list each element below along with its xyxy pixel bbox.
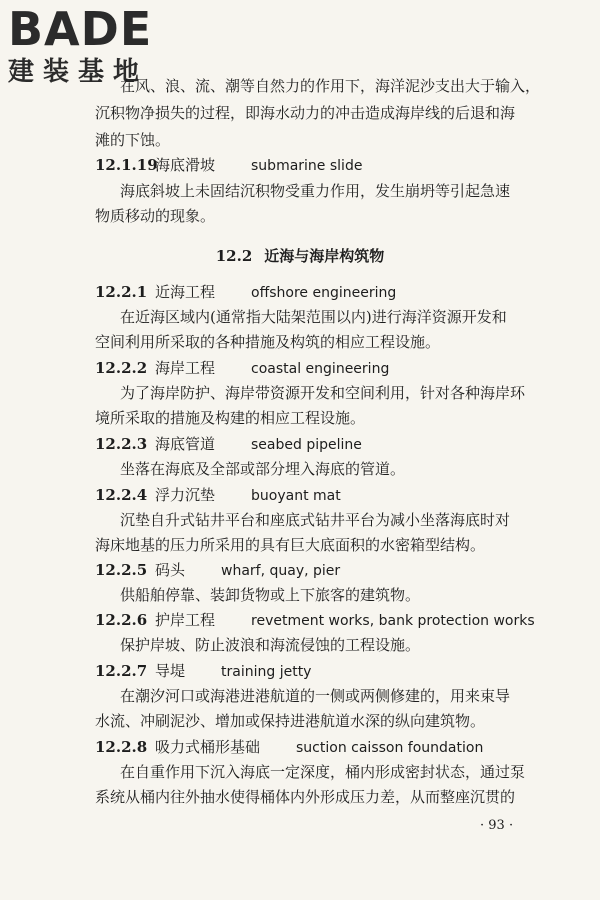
definition-line: 在近海区域内(通常指大陆架范围以内)进行海洋资源开发和 [120, 308, 507, 326]
term-number: 12.2.1 [95, 283, 148, 301]
term-chinese: 码头 [155, 561, 186, 579]
term-heading [95, 661, 311, 682]
paragraph-line: 滩的下蚀。 [95, 131, 171, 149]
section-title: 近海与海岸构筑物 [264, 247, 385, 265]
term-number: 12.2.5 [95, 561, 148, 579]
page-number: · 93 · [480, 818, 514, 833]
paragraph-line: 沉积物净损失的过程，即海水动力的冲击造成海岸线的后退和海 [95, 104, 516, 122]
definition-line: 坐落在海底及全部或部分埋入海底的管道。 [120, 460, 406, 478]
definition-line: 在潮汐河口或海港进港航道的一侧或两侧修建的，用来束导 [120, 687, 511, 705]
term-chinese: 吸力式桶形基础 [155, 738, 261, 756]
term-english: coastal engineering [251, 361, 390, 377]
definition-line: 供船舶停靠、装卸货物或上下旅客的建筑物。 [120, 586, 421, 604]
term-number: 12.2.2 [95, 359, 148, 377]
definition-line: 海底斜坡上未固结沉积物受重力作用，发生崩坍等引起急速 [120, 182, 511, 200]
definition-line: 海床地基的压力所采用的具有巨大底面积的水密箱型结构。 [95, 536, 486, 554]
term-english: submarine slide [251, 158, 363, 174]
term-number: 12.2.8 [95, 738, 148, 756]
term-english: wharf, quay, pier [221, 563, 341, 579]
definition-line: 沉垫自升式钻井平台和座底式钻井平台为减小坐落海底时对 [120, 511, 511, 529]
term-chinese: 海岸工程 [155, 359, 216, 377]
term-chinese: 导堤 [155, 662, 186, 680]
term-heading [95, 560, 340, 581]
term-heading [95, 434, 362, 455]
term-english: training jetty [221, 664, 312, 680]
term-english: offshore engineering [251, 285, 397, 301]
term-heading [95, 358, 389, 379]
paragraph-line: 在风、浪、流、潮等自然力的作用下，海洋泥沙支出大于输入， [120, 77, 541, 95]
definition-line: 物质移动的现象。 [95, 207, 216, 225]
term-heading [95, 282, 396, 303]
definition-line: 保护岸坡、防止波浪和海流侵蚀的工程设施。 [120, 636, 421, 654]
term-heading [95, 610, 535, 631]
term-chinese: 护岸工程 [155, 611, 216, 629]
definition-line: 水流、冲刷泥沙、增加或保持进港航道水深的纵向建筑物。 [95, 712, 486, 730]
definition-line: 境所采取的措施及构建的相应工程设施。 [95, 409, 366, 427]
term-chinese: 近海工程 [155, 283, 216, 301]
term-heading [95, 155, 362, 176]
term-number: 12.1.19 [95, 156, 158, 174]
term-english: revetment works, bank protection works [251, 613, 535, 629]
term-chinese: 海底滑坡 [155, 156, 216, 174]
term-number: 12.2.6 [95, 611, 148, 629]
term-english: buoyant mat [251, 488, 341, 504]
definition-line: 空间利用所采取的各种措施及构筑的相应工程设施。 [95, 333, 441, 351]
term-number: 12.2.4 [95, 486, 148, 504]
term-chinese: 海底管道 [155, 435, 216, 453]
term-number: 12.2.3 [95, 435, 148, 453]
section-heading [0, 246, 600, 266]
definition-line: 系统从桶内往外抽水使得桶体内外形成压力差，从而整座沉贯的 [95, 788, 516, 806]
term-number: 12.2.7 [95, 662, 148, 680]
term-heading [95, 737, 483, 758]
logo-subtitle: 建装基地 [8, 57, 149, 87]
term-heading [95, 485, 341, 506]
term-chinese: 浮力沉垫 [155, 486, 216, 504]
definition-line: 为了海岸防护、海岸带资源开发和空间利用，针对各种海岸环 [120, 384, 526, 402]
definition-line: 在自重作用下沉入海底一定深度，桶内形成密封状态，通过泵 [120, 763, 526, 781]
section-number: 12.2 [215, 247, 253, 265]
term-english: seabed pipeline [251, 437, 362, 453]
term-english: suction caisson foundation [296, 740, 484, 756]
logo-brand: BADE [8, 2, 153, 56]
